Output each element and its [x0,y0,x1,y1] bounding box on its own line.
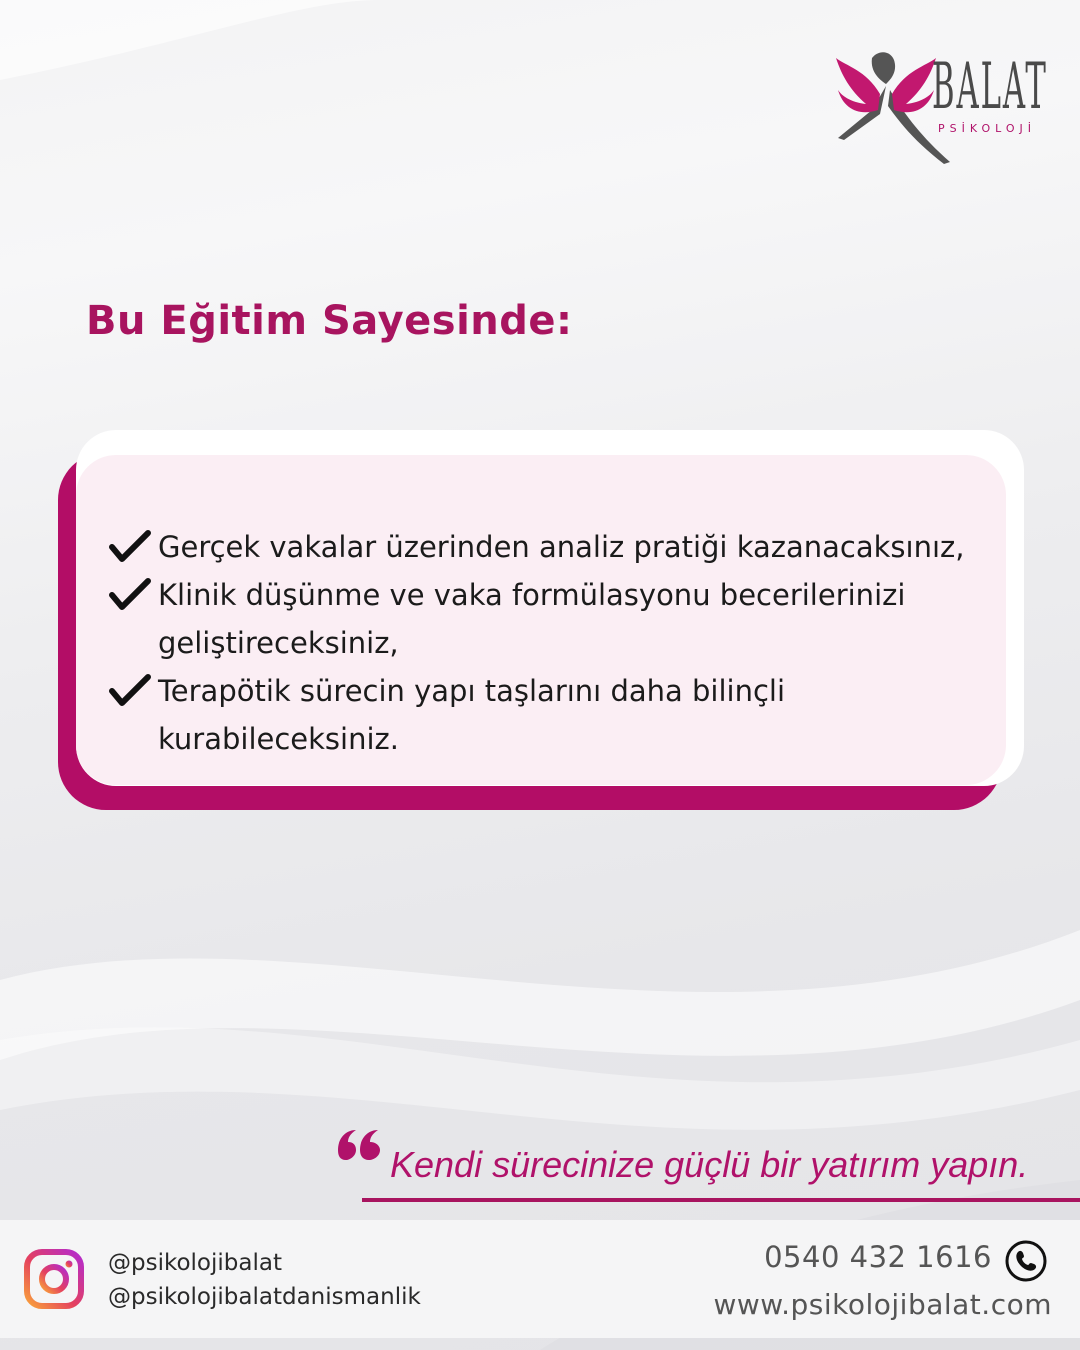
check-icon [108,673,152,709]
check-icon [108,577,152,613]
benefits-list [106,523,986,763]
benefit-text: Gerçek vakalar üzerinden analiz pratiği kazanacaksınız, [158,530,965,564]
instagram-handle-secondary[interactable]: @psikolojibalatdanismanlik [108,1284,421,1310]
brand-subtitle: PSİKOLOJİ [938,122,1037,135]
check-icon [108,529,152,565]
brand-name: BALAT [932,50,1048,124]
slogan-text: Kendi sürecinize güçlü bir yatırım yapın. [390,1144,1029,1185]
footer [0,1220,1080,1338]
phone-number[interactable]: 0540 432 1616 [764,1240,992,1274]
website-link[interactable]: www.psikolojibalat.com [713,1288,1052,1321]
list-item [106,523,986,571]
instagram-handle-primary[interactable]: @psikolojibalat [108,1250,282,1276]
list-item [106,571,986,667]
social-handles [108,1246,421,1314]
phone-icon[interactable] [1004,1239,1048,1283]
list-item [106,667,986,763]
benefit-text: Terapötik sürecin yapı taşlarını daha bilinçli kurabileceksiniz. [158,674,786,756]
section-heading: Bu Eğitim Sayesinde: [86,298,573,344]
instagram-icon[interactable] [24,1249,84,1309]
benefit-text: Klinik düşünme ve vaka formülasyonu becerilerinizi geliştireceksiniz, [158,578,906,660]
brand-logo [832,50,1052,165]
quote-icon [336,1128,382,1162]
slogan-underline [362,1198,1080,1202]
